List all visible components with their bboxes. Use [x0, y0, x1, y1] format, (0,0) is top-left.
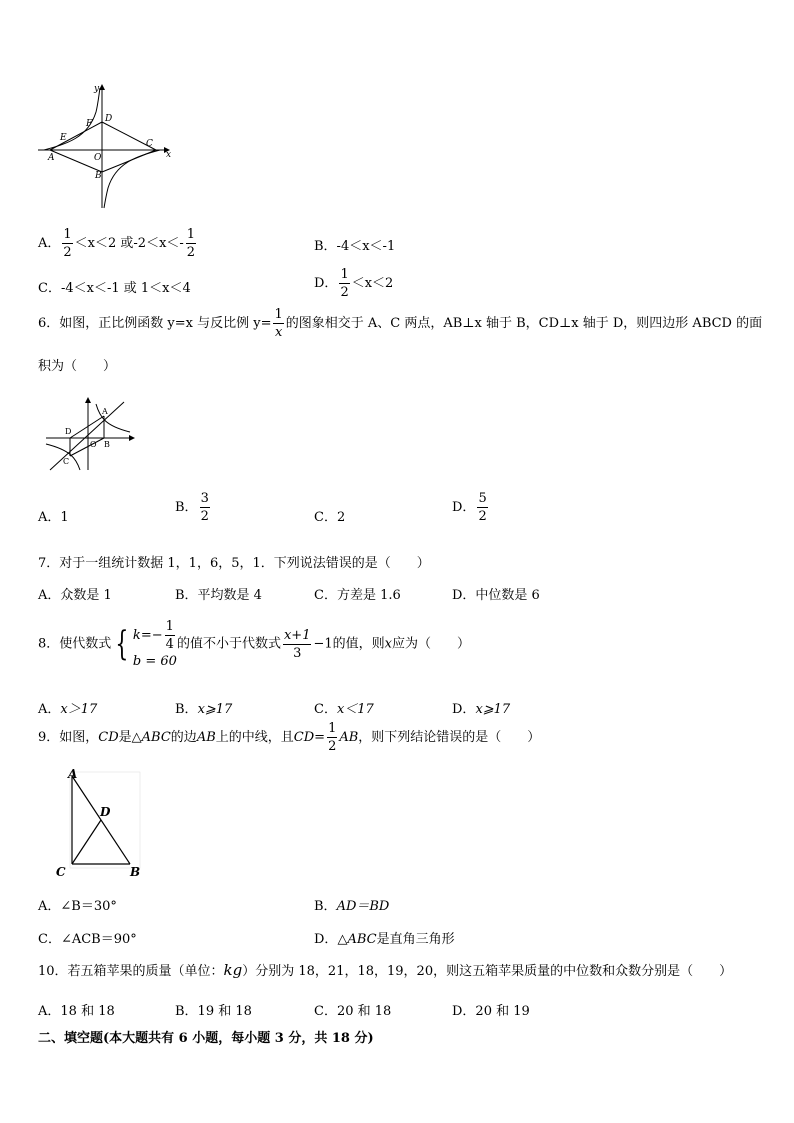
q8-frac-den: 3	[293, 645, 302, 661]
q9-figure-border	[70, 772, 140, 868]
q9-label-a: A	[68, 767, 78, 781]
q9-option-b-value: AD＝BD	[336, 899, 390, 914]
q9-option-d-prefix: D．	[314, 932, 338, 947]
q9-stem	[38, 722, 540, 753]
q5-curve-right	[104, 150, 160, 208]
q8-row1-frac-den: 4	[165, 637, 174, 652]
q6-label-a: A	[102, 407, 108, 416]
q5-option-a-frac2	[186, 228, 196, 259]
q8-option-b-prefix: B．	[175, 702, 198, 717]
q6-option-d	[452, 492, 490, 523]
q6-figure	[44, 396, 140, 472]
q5-option-a-frac1	[62, 228, 72, 259]
q5-option-d-prefix: D．	[314, 276, 338, 291]
section-2-title: 二、填空题(本大题共有 6 小题，每小题 3 分，共 18 分)	[38, 1031, 374, 1046]
q9-abc: ABC	[141, 730, 171, 745]
q9-ab2: AB	[339, 730, 359, 745]
q8-option-d	[452, 698, 510, 717]
q6-option-b-prefix: B．	[175, 500, 198, 515]
q5-a-frac2-num: 1	[186, 227, 196, 242]
q5-label-d: D	[105, 114, 113, 124]
q6-stem-part2: 的图象相交于 A、C 两点，AB⊥x 轴于 B，CD⊥x 轴于 D，则四边形 ABCD 的面	[285, 316, 763, 331]
q5-label-o: O	[94, 153, 102, 163]
q5-option-c: C．-4＜x＜-1 或 1＜x＜4	[38, 281, 191, 296]
q7-stem: 7．对于一组统计数据 1，1，6，5，1．下列说法错误的是（ ）	[38, 556, 430, 571]
q5-label-x: x	[166, 150, 172, 160]
q8-stem-frac	[283, 629, 312, 660]
q5-label-a: A	[48, 153, 55, 163]
q5-option-d-suffix: ＜x＜2	[351, 276, 394, 291]
q8-stem-part2: 的值不小于代数式	[176, 636, 281, 652]
q6-option-b-frac	[200, 492, 210, 523]
q5-label-f: F	[86, 119, 93, 129]
q8-row2: b = 60	[132, 654, 177, 669]
q10-unit: kg	[223, 961, 243, 979]
q8-row1	[133, 620, 177, 651]
q6-line-yx	[50, 402, 124, 470]
q8-stem-part1: 8．使代数式	[38, 636, 112, 652]
q6-label-c: C	[63, 457, 70, 466]
q8-stem	[38, 620, 470, 668]
q8-system-rows	[133, 620, 177, 668]
q8-option-b	[175, 698, 232, 717]
q5-label-b: B	[95, 171, 102, 181]
q9-label-b: B	[130, 865, 141, 879]
q9-cd: CD	[98, 730, 119, 745]
q9-option-b-prefix: B．	[314, 899, 337, 914]
q5-d-frac-den: 2	[340, 285, 349, 300]
q5-line-ad	[50, 122, 102, 150]
q9-option-d-tri: △	[337, 932, 348, 947]
q5-d-frac-num: 1	[340, 267, 349, 282]
q9-stem-part4: 上的中线，且	[215, 730, 294, 745]
q9-label-d: D	[100, 805, 111, 819]
q8-row1-frac	[165, 620, 175, 651]
q8-option-d-prefix: D．	[452, 702, 476, 717]
q6-seg-da	[70, 416, 104, 438]
q5-figure	[36, 82, 176, 212]
q7-option-b: B．平均数是 4	[175, 588, 262, 603]
q9-stem-frac	[327, 722, 337, 753]
q6-option-c: C．2	[314, 510, 346, 525]
q8-system	[111, 620, 177, 668]
q9-frac-num: 1	[328, 721, 337, 736]
q9-stem-part3: 的边	[170, 730, 197, 745]
q8-stem-part4: 应为（ ）	[391, 636, 470, 652]
q6-option-d-frac	[477, 492, 487, 523]
q6-stem-part1: 6．如图，正比例函数 y=x 与反比例 y=	[38, 316, 272, 331]
q6-stem-frac	[273, 308, 283, 339]
q5-a-frac1-num: 1	[63, 227, 72, 242]
q5-option-a	[38, 228, 198, 259]
q5-option-d-frac	[339, 268, 349, 299]
q10-option-a: A．18 和 18	[38, 1004, 115, 1019]
q9-option-d-suffix: 是直角三角形	[376, 932, 455, 947]
q6-frac-den: x	[274, 325, 283, 340]
q10-option-d: D．20 和 19	[452, 1004, 530, 1019]
q8-option-a-prefix: A．	[38, 702, 61, 717]
q5-option-a-prefix: A．	[38, 236, 61, 251]
q9-stem-part5: ，则下列结论错误的是（ ）	[358, 730, 541, 745]
q9-cd2: CD	[293, 730, 315, 745]
q10-option-c: C．20 和 18	[314, 1004, 392, 1019]
q5-a-frac1-den: 2	[63, 245, 72, 260]
q10-stem-part1: 10．若五箱苹果的质量（单位：	[38, 964, 224, 979]
q8-row1-frac-num: 1	[165, 619, 174, 634]
q6-frac-num: 1	[274, 307, 283, 322]
q10-stem-part2: ）分别为 18，21，18，19，20，则这五箱苹果质量的中位数和众数分别是（ ）	[242, 964, 733, 979]
q9-option-d	[314, 928, 455, 947]
q9-stem-part2: 是△	[118, 730, 142, 745]
q7-option-a: A．众数是 1	[38, 588, 112, 603]
q5-label-e: E	[60, 133, 67, 143]
q6-d-frac-den: 2	[478, 509, 487, 524]
q6-stem-line2: 积为（ ）	[38, 359, 117, 374]
q8-option-d-value: x⩾17	[475, 702, 511, 717]
q5-a-frac2-den: 2	[186, 245, 196, 260]
q9-option-a: A．∠B＝30°	[38, 899, 117, 914]
q9-figure	[52, 764, 146, 882]
q7-option-c: C．方差是 1.6	[314, 588, 401, 603]
q6-option-b	[175, 492, 212, 523]
q5-label-y: y	[94, 84, 100, 94]
q9-median-cd	[72, 820, 101, 864]
q6-label-b: B	[104, 440, 110, 449]
q8-option-a	[38, 698, 97, 717]
q8-row1-lhs: k	[132, 628, 141, 643]
q6-y-arrow	[85, 397, 91, 403]
q6-b-frac-den: 2	[200, 509, 209, 524]
q8-option-c-prefix: C．	[314, 702, 337, 717]
q5-label-c: C	[146, 139, 153, 149]
q9-option-d-abc: ABC	[347, 932, 377, 947]
q8-frac-num: x+1	[283, 627, 311, 643]
q6-option-d-prefix: D．	[452, 500, 476, 515]
q7-option-d: D．中位数是 6	[452, 588, 540, 603]
q6-label-d: D	[65, 427, 72, 436]
q5-line-bc	[102, 150, 156, 172]
q6-option-a: A．1	[38, 510, 69, 525]
q10-option-b: B．19 和 18	[175, 1004, 252, 1019]
q9-ab: AB	[196, 730, 216, 745]
q6-stem	[38, 308, 762, 339]
q5-option-a-mid: ＜x＜2 或-2＜x＜-	[74, 236, 184, 251]
q8-row1-eq: =−	[140, 628, 163, 643]
q8-var: x	[384, 636, 392, 652]
q9-label-c: C	[56, 865, 66, 879]
q5-option-b: B．-4＜x＜-1	[314, 239, 396, 254]
q8-option-c-value: x＜17	[336, 702, 374, 717]
q9-stem-part1: 9．如图，	[38, 730, 99, 745]
q6-b-frac-num: 3	[200, 491, 209, 506]
q6-d-frac-num: 5	[478, 491, 487, 506]
q8-option-c	[314, 698, 374, 717]
q8-option-a-value: x＞17	[60, 702, 98, 717]
q8-brace: {	[115, 624, 129, 664]
q9-eq: =	[314, 730, 326, 745]
q6-label-o: O	[90, 440, 97, 449]
q9-option-c: C．∠ACB＝90°	[38, 932, 137, 947]
q6-x-arrow	[129, 435, 135, 441]
q9-frac-den: 2	[328, 739, 337, 754]
q5-option-d	[314, 268, 393, 299]
q10-stem	[38, 960, 732, 979]
q9-option-b	[314, 895, 389, 914]
q8-option-b-value: x⩾17	[197, 702, 233, 717]
q8-stem-part3: −1的值，则	[313, 636, 385, 652]
